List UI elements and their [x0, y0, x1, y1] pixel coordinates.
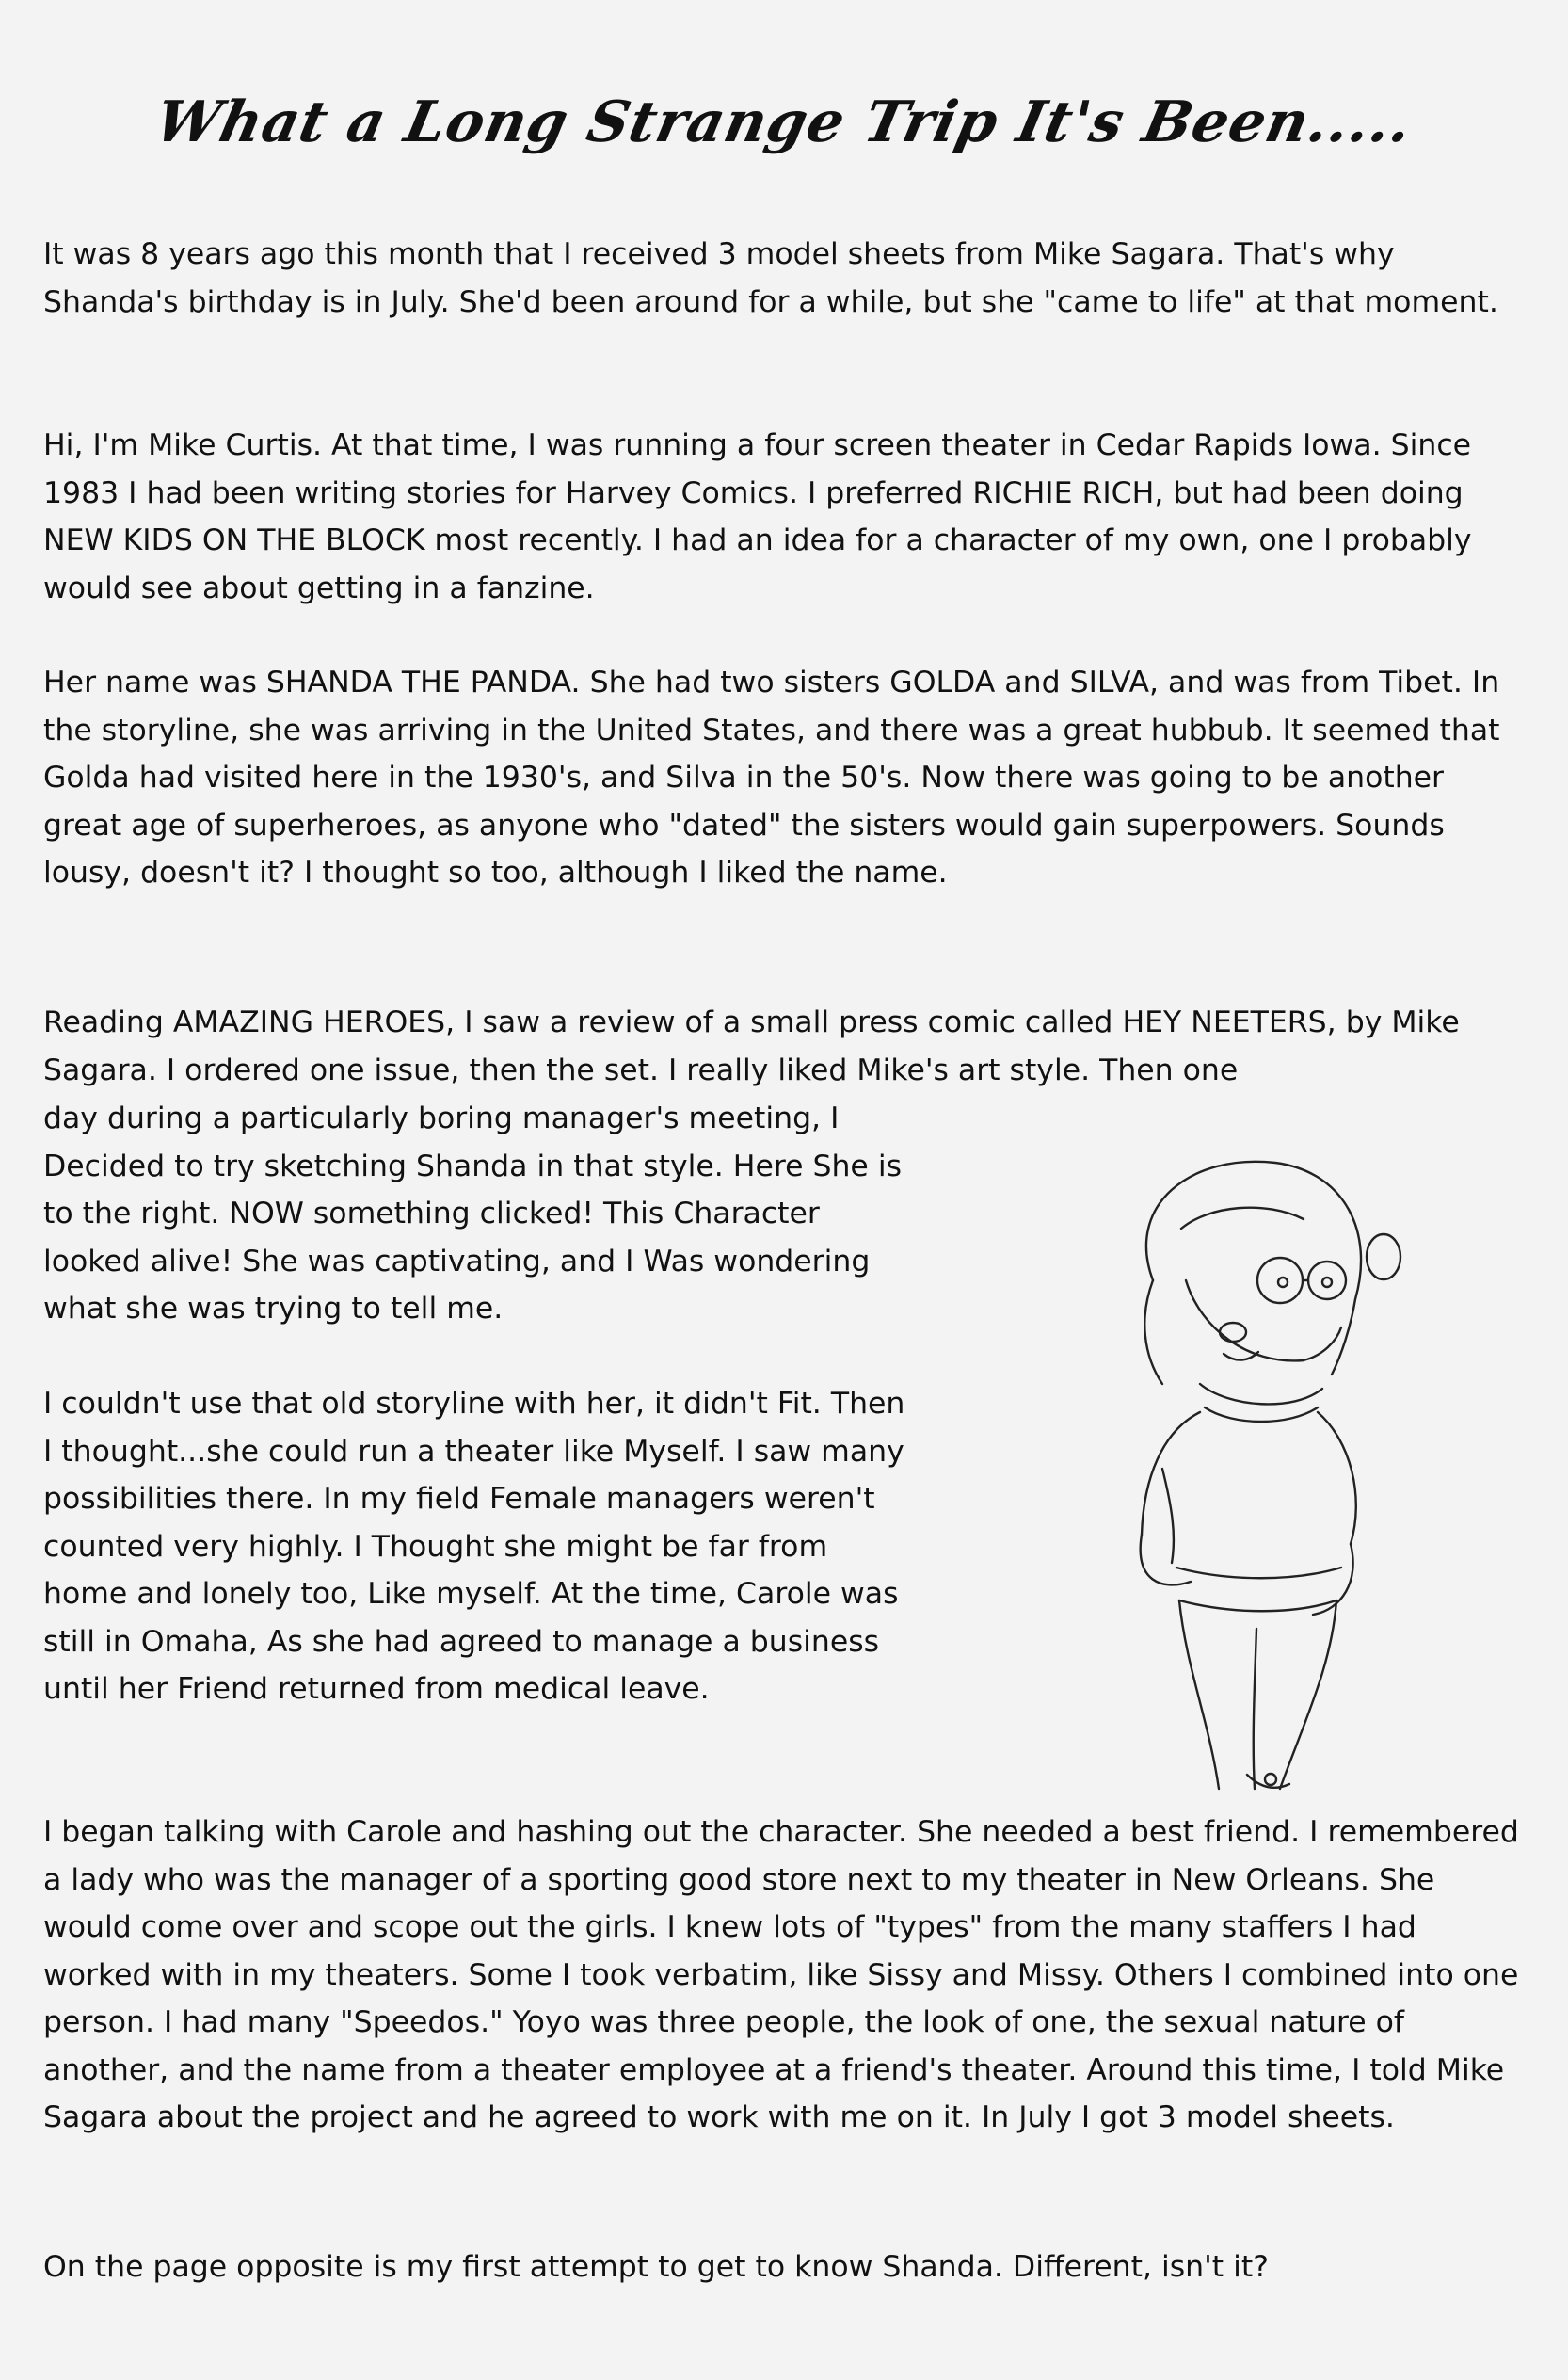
paragraph-original-storyline: Her name was SHANDA THE PANDA. She had two sisters GOLDA and SILVA, and was from Tibet. In the storyline, she was arriving in the United States, and there was a great hubbub. It seemed that Golda had visited here in the 1930's, and Silva in the 50's. Now there was going to be another great age of superheroes, as anyone who "dated" the sisters would gain superpowers. Sounds lousy, doesn't it? I thought so too, although I liked the name.: [43, 666, 1500, 890]
paragraph-closing: On the page opposite is my first attempt to get to know Shanda. Different, isn't it?: [43, 2250, 1269, 2284]
page-title: What a Long Strange Trip It's Been.....: [149, 89, 1419, 155]
paragraph-theater-idea: I couldn't use that old storyline with her, it didn't Fit. Then I thought...she could run a theater like Myself. I saw many possibilities there. In my field Female managers weren't counted very highly. I Thought she might be far from home and lonely too, Like myself. At the time, Carole was still in Omaha, As she had agreed to manage a business until her Friend returned from medical leave.: [43, 1387, 905, 1706]
paragraph-sketching: day during a particularly boring manager's meeting, I Decided to try sketching Shanda in that style. Here She is to the right. NOW something clicked! This Character looked alive! She was captivating, and I Was wondering what she was trying to tell me.: [43, 1102, 902, 1326]
paragraph-model-sheets: It was 8 years ago this month that I received 3 model sheets from Mike Sagara. That's why Shanda's birthday is in July. She'd been around for a while, but she "came to life" at that moment.: [43, 237, 1498, 319]
paragraph-introduction: Hi, I'm Mike Curtis. At that time, I was running a four screen theater in Cedar Rapids Iowa. Since 1983 I had been writing stories for Harvey Comics. I preferred RICHIE RICH, but had been doing NEW KIDS ON THE BLOCK most recently. I had an idea for a character of my own, one I probably would see about getting in a fanzine.: [43, 428, 1472, 605]
shanda-sketch-illustration: [1021, 1139, 1454, 1798]
paragraph-characters: I began talking with Carole and hashing out the character. She needed a best friend. I remembered a lady who was the manager of a sporting good store next to my theater in New Orleans. She would come over and scope out the girls. I knew lots of "types" from the many staffers I had worked with in my theaters. Some I took verbatim, like Sissy and Missy. Others I combined into one person. I had many "Speedos." Yoyo was three people, the look of one, the sexual nature of another, and the name from a theater employee at a friend's theater. Around this time, I told Mike Sagara about the project and he agreed to work with me on it. In July I got 3 model sheets.: [43, 1815, 1519, 2134]
paragraph-amazing-heroes: Reading AMAZING HEROES, I saw a review of a small press comic called HEY NEETERS, by Mike Sagara. I ordered one issue, then the set. I really liked Mike's art style. Then one: [43, 1005, 1460, 1087]
